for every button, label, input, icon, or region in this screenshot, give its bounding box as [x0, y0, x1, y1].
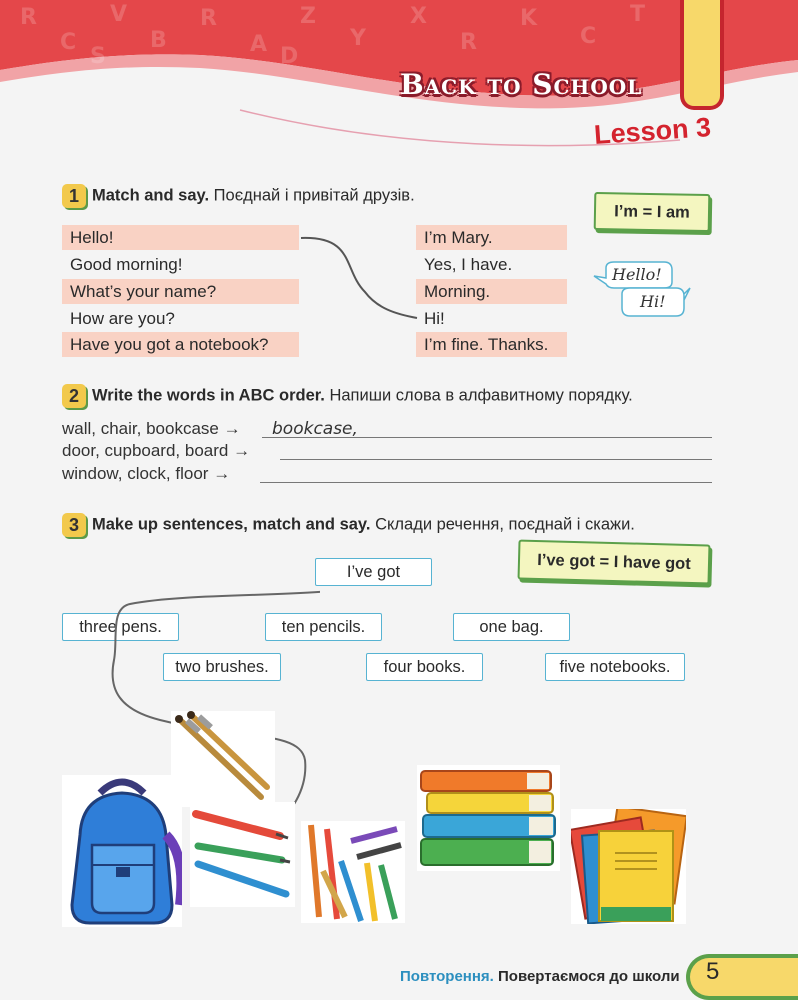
page-number: 5 [706, 958, 720, 985]
phrase-right[interactable]: Morning. [416, 279, 567, 304]
phrase-right[interactable]: I’m fine. Thanks. [416, 332, 567, 357]
phrase-left[interactable]: Good morning! [70, 255, 183, 274]
instruction-ua: Напиши слова в алфавитному порядку. [329, 386, 633, 405]
pencils-picture [301, 821, 405, 923]
unit-title: Back to School [400, 68, 643, 101]
footer-subtitle: Повертаємося до школи [498, 968, 680, 985]
word-list [62, 441, 250, 461]
notebooks-picture [571, 809, 686, 924]
word-list [62, 419, 241, 439]
option-box[interactable]: five notebooks. [545, 653, 685, 681]
word-list-text: window, clock, floor [62, 464, 209, 483]
footer-caption [400, 968, 680, 985]
option-box[interactable]: one bag. [453, 613, 570, 641]
lesson-label: Lesson 3 [593, 111, 712, 151]
exercise-number: 3 [62, 513, 86, 537]
arrow-icon: → [223, 419, 241, 438]
instruction-en: Match and say. [92, 186, 210, 205]
answer-line[interactable] [280, 459, 712, 460]
option-box[interactable]: three pens. [62, 613, 179, 641]
instruction-en: Write the words in ABC order. [92, 386, 325, 405]
bubble-hello: Hello! [612, 265, 662, 284]
option-box[interactable]: ten pencils. [265, 613, 382, 641]
exercise-number: 1 [62, 184, 86, 208]
exercise-2-title [62, 384, 633, 408]
instruction-ua: Поєднай і привітай друзів. [213, 186, 415, 205]
sentence-stem[interactable]: I’ve got [315, 558, 432, 586]
phrase-right[interactable]: I’m Mary. [416, 225, 567, 250]
brushes-picture [171, 711, 275, 807]
exercise-1-title [62, 184, 415, 208]
arrow-icon: → [233, 441, 251, 460]
exercise-number: 2 [62, 384, 86, 408]
pens-picture [190, 802, 295, 907]
word-list [62, 464, 230, 484]
option-box[interactable]: four books. [366, 653, 483, 681]
bubble-hi: Hi! [640, 292, 666, 311]
phrase-left[interactable]: Have you got a notebook? [62, 332, 299, 357]
sample-answer: bookcase, [272, 419, 358, 439]
match-line-example [295, 230, 425, 325]
instruction-en: Make up sentences, match and say. [92, 515, 371, 534]
bookmark-tab [680, 0, 724, 110]
arrow-icon: → [213, 464, 231, 483]
instruction-ua: Склади речення, поєднай і скажи. [375, 515, 635, 534]
grammar-note: I’m = I am [594, 192, 711, 232]
phrase-left[interactable]: Hello! [62, 225, 299, 250]
phrase-left[interactable]: How are you? [70, 309, 175, 328]
footer-section: Повторення. [400, 968, 494, 985]
phrase-right[interactable]: Hi! [424, 309, 445, 328]
books-picture [417, 765, 560, 871]
phrase-left[interactable]: What’s your name? [62, 279, 299, 304]
page-number-tab [686, 954, 798, 1000]
answer-line[interactable] [260, 482, 712, 483]
word-list-text: door, cupboard, board [62, 441, 229, 460]
exercise-3-title [62, 513, 635, 537]
phrase-right[interactable]: Yes, I have. [424, 255, 513, 274]
word-list-text: wall, chair, bookcase [62, 419, 219, 438]
grammar-note: I’ve got = I have got [518, 539, 711, 584]
decorative-letters: R C V B R A Z Y X R K C T S D [20, 2, 646, 69]
option-box[interactable]: two brushes. [163, 653, 281, 681]
backpack-picture [62, 775, 182, 927]
